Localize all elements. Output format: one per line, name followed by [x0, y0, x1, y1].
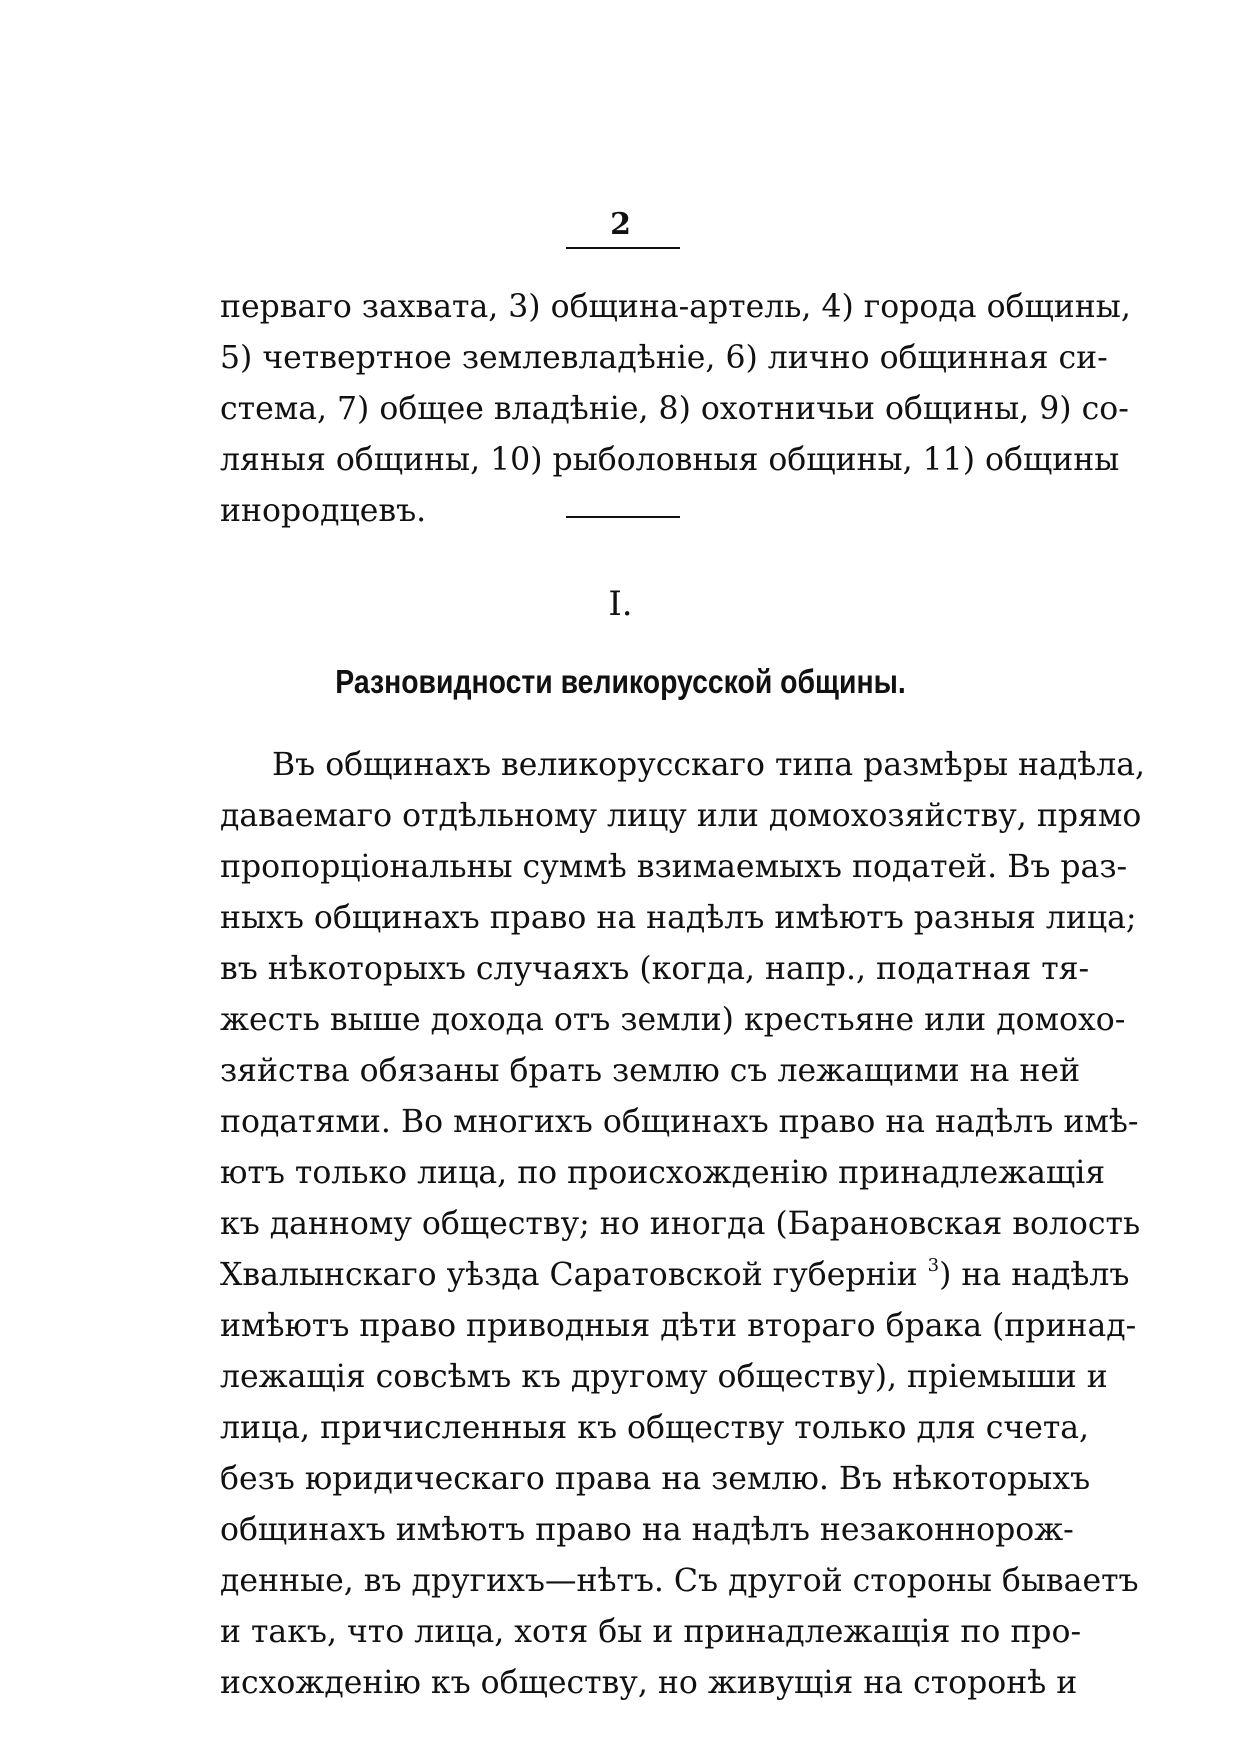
text-line: и такъ, что лица, хотя бы и принадлежащія по про-	[220, 1614, 1082, 1650]
text-line: податями. Во многихъ общинахъ право на надѣлъ имѣ-	[220, 1104, 1139, 1140]
text-line: перваго захвата, 3) община-артель, 4) города общины,	[220, 289, 1131, 325]
page-number: 2	[610, 207, 631, 242]
section-number: I.	[608, 584, 633, 624]
text-line: ныхъ общинахъ право на надѣлъ имѣютъ разныя лица;	[220, 900, 1137, 936]
section-title: Разновидности великорусской общины.	[335, 663, 906, 700]
text-line: Въ общинахъ великорусскаго типа размѣры надѣла,	[272, 747, 1146, 783]
line-text-tail: ) на надѣлъ	[939, 1257, 1130, 1293]
body-paragraph	[220, 740, 1146, 1709]
footnote-marker: 3	[927, 1255, 940, 1276]
text-line: даваемаго отдѣльному лицу или домохозяйству, прямо	[220, 798, 1142, 834]
text-line: имѣютъ право приводныя дѣти втораго брака (принад-	[220, 1308, 1137, 1344]
text-line: въ нѣкоторыхъ случаяхъ (когда, напр., податная тя-	[220, 951, 1090, 987]
header-divider	[566, 247, 680, 249]
section-divider	[566, 516, 680, 518]
text-line: ляныя общины, 10) рыболовныя общины, 11) общины	[220, 442, 1120, 478]
line-text: Хвалынскаго уѣзда Саратовской губерніи	[220, 1257, 918, 1293]
text-line: инородцевъ.	[220, 493, 427, 529]
text-line-with-footnote	[220, 1250, 1130, 1301]
intro-paragraph	[220, 282, 1131, 537]
text-line: жесть выше дохода отъ земли) крестьяне или домохо-	[220, 1002, 1126, 1038]
text-line: общинахъ имѣютъ право на надѣлъ незаконнорож-	[220, 1512, 1074, 1548]
text-line: лежащія совсѣмъ къ другому обществу), пріемыши и	[220, 1359, 1108, 1395]
text-line: 5) четвертное землевладѣніе, 6) лично общинная си-	[220, 340, 1108, 376]
text-line: стема, 7) общее владѣніе, 8) охотничьи общины, 9) со-	[220, 391, 1129, 427]
text-line: пропорціональны суммѣ взимаемыхъ податей. Въ раз-	[220, 849, 1128, 885]
text-line: денные, въ другихъ—нѣтъ. Съ другой стороны бываетъ	[220, 1563, 1139, 1599]
text-line: исхожденію къ обществу, но живущія на сторонѣ и	[220, 1665, 1078, 1701]
text-line: къ данному обществу; но иногда (Барановская волость	[220, 1206, 1141, 1242]
text-line: зяйства обязаны брать землю съ лежащими на ней	[220, 1053, 1081, 1089]
text-line: безъ юридическаго права на землю. Въ нѣкоторыхъ	[220, 1461, 1091, 1497]
text-line: ютъ только лица, по происхожденію принадлежащія	[220, 1155, 1106, 1191]
text-line: лица, причисленныя къ обществу только для счета,	[220, 1410, 1090, 1446]
